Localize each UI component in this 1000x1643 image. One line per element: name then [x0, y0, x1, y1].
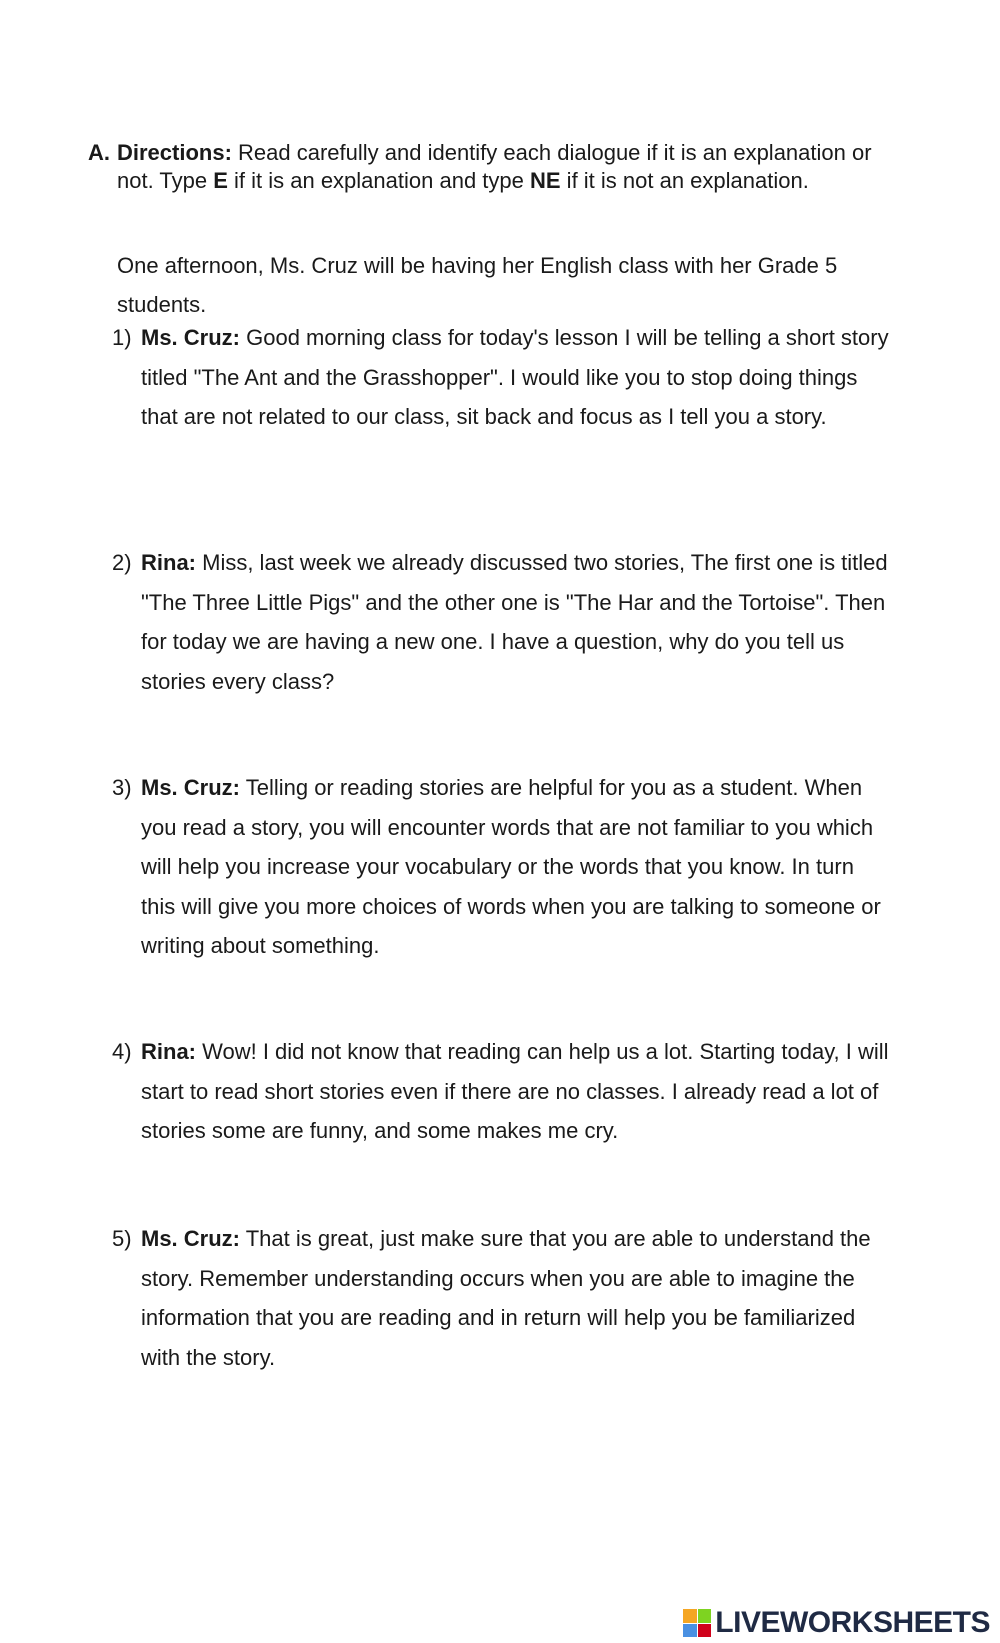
speaker: Rina: — [141, 1039, 196, 1064]
item-number: 4) — [112, 1039, 132, 1064]
speaker: Ms. Cruz: — [141, 1226, 240, 1251]
item-text — [141, 318, 892, 437]
item-number: 1) — [112, 325, 132, 350]
dialogue-item-4 — [112, 1032, 892, 1151]
dialogue-item-3 — [112, 768, 892, 966]
answer-code-e: E — [213, 168, 228, 193]
logo-tile — [683, 1624, 697, 1638]
dialogue-item-2 — [112, 543, 892, 701]
dialogue-text: That is great, just make sure that you are able to understand the story. Remember understanding occurs when you are able to imagine the information that you are reading and in return will help you be familiarized with the story. — [141, 1226, 871, 1370]
speaker: Ms. Cruz: — [141, 325, 240, 350]
item-text — [141, 768, 892, 966]
intro-paragraph: One afternoon, Ms. Cruz will be having her English class with her Grade 5 students. — [117, 253, 838, 317]
directions-part-3: if it is not an explanation. — [560, 168, 809, 193]
directions-part-2: if it is an explanation and type — [227, 168, 530, 193]
section-letter: A. — [88, 140, 110, 165]
dialogue-text: Miss, last week we already discussed two stories, The first one is titled "The Three Little Pigs" and the other one is "The Har and the Tortoise". Then for today we are having a new one. I have a question, why do you tell us stories every class? — [141, 550, 888, 694]
item-text — [141, 1219, 892, 1377]
dialogue-text: Wow! I did not know that reading can help us a lot. Starting today, I will start to read short stories even if there are no classes. I already read a lot of stories some are funny, and some makes me cry. — [141, 1039, 889, 1143]
dialogue-text: Telling or reading stories are helpful for you as a student. When you read a story, you will encounter words that are not familiar to you which will help you increase your vocabulary or the words that you know. In turn this will give you more choices of words when you are talking to someone or writing about something. — [141, 775, 881, 958]
item-number: 2) — [112, 550, 132, 575]
logo-tile — [698, 1624, 712, 1638]
speaker: Rina: — [141, 550, 196, 575]
answer-code-ne: NE — [530, 168, 561, 193]
brand-name: LIVEWORKSHEETS — [715, 1606, 990, 1639]
liveworksheets-logo-icon — [683, 1609, 711, 1637]
item-number: 5) — [112, 1226, 132, 1251]
footer-branding — [683, 1603, 990, 1643]
directions-text — [117, 139, 888, 195]
item-number: 3) — [112, 775, 132, 800]
dialogue-item-5 — [112, 1219, 892, 1377]
logo-tile — [683, 1609, 697, 1623]
directions-label: Directions: — [117, 140, 232, 165]
dialogue-item-1 — [112, 318, 892, 437]
item-text — [141, 1032, 892, 1151]
logo-tile — [698, 1609, 712, 1623]
item-text — [141, 543, 892, 701]
dialogue-text: Good morning class for today's lesson I will be telling a short story titled "The Ant and the Grasshopper". I would like you to stop doing things that are not related to our class, sit back and focus as I tell you a story. — [141, 325, 889, 429]
directions-part-1: Read carefully and identify each dialogue if it is an explanation or not. Type — [117, 140, 872, 193]
directions — [88, 139, 888, 195]
speaker: Ms. Cruz: — [141, 775, 240, 800]
